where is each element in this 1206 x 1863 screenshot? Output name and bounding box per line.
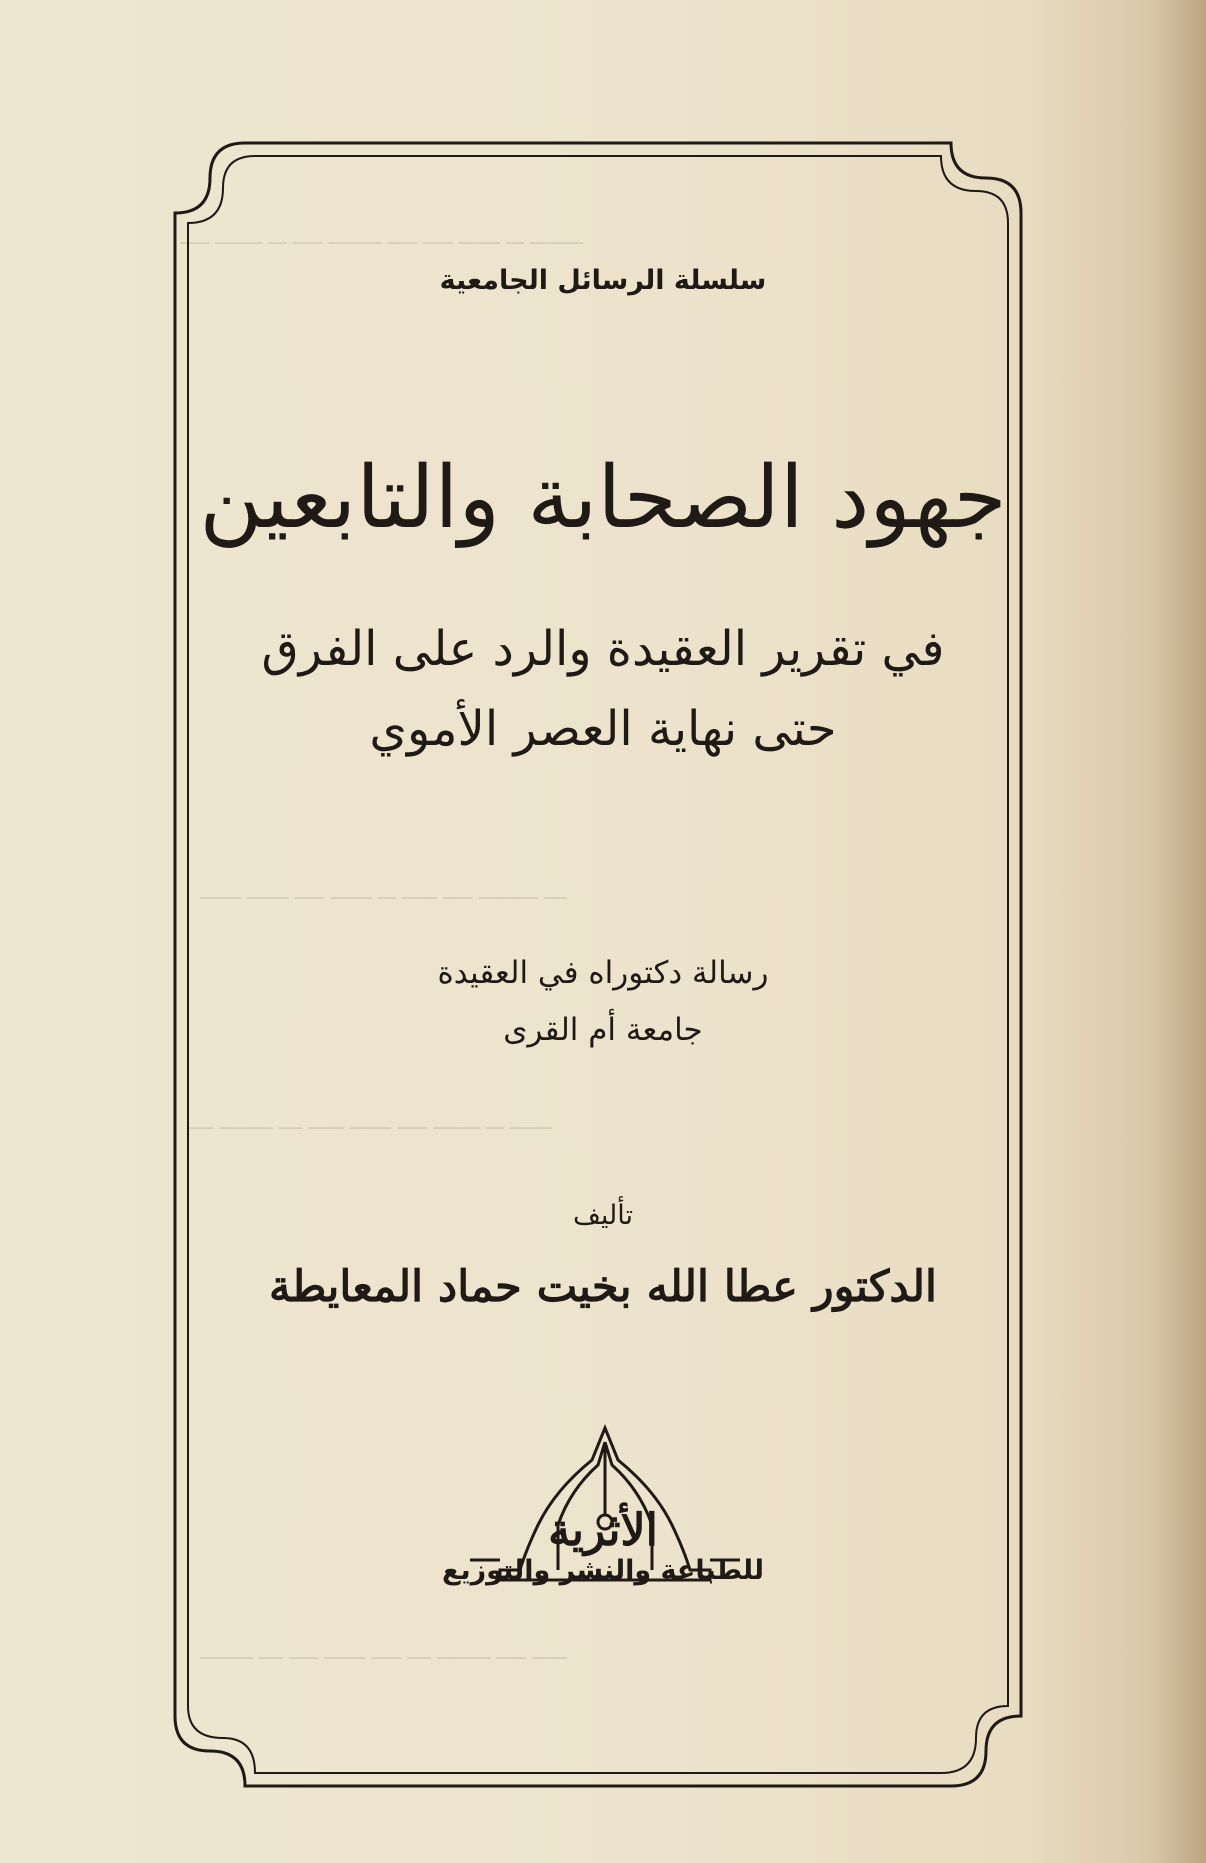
bleed-through-text: ـــــــ ـــ ــــــــ ـــــ ـــــــ ــــــ ــــ ـــــــــ ــــ [190,1110,552,1134]
bleed-through-text: ــــ ــــــــــ ـــــ ــــــ ـــ ـــــــ ـــــ ـــــــ ـــــــ [200,880,568,904]
university-name: جامعة أم القرى [503,1012,703,1048]
bleed-through-text: ـــــــــ ـــ ـــــــ ـــــ ـــــ ـــــــــ ـــــ ـــ ــــــــ ـــــ [180,225,583,249]
bleed-through-text: ــــــ ـــــ ـــــــــ ــــ ـــــ ـــــــ ـــــ ــــ ـــــــــ [200,1640,568,1664]
book-title: جهود الصحابة والتابعين [199,448,1007,548]
publisher-logo-word: الأثرية [548,1505,658,1556]
publisher-tagline: للطباعة والنشر والتوزيع [442,1555,764,1586]
thesis-note: رسالة دكتوراه في العقيدة [437,955,769,991]
author-label: تأليف [572,1200,634,1231]
book-subtitle-line1: في تقرير العقيدة والرد على الفرق [261,621,945,677]
author-name: الدكتور عطا الله بخيت حماد المعايطة [269,1262,937,1312]
series-title: سلسلة الرسائل الجامعية [439,265,767,296]
book-subtitle-line2: حتى نهاية العصر الأموي [369,701,837,757]
